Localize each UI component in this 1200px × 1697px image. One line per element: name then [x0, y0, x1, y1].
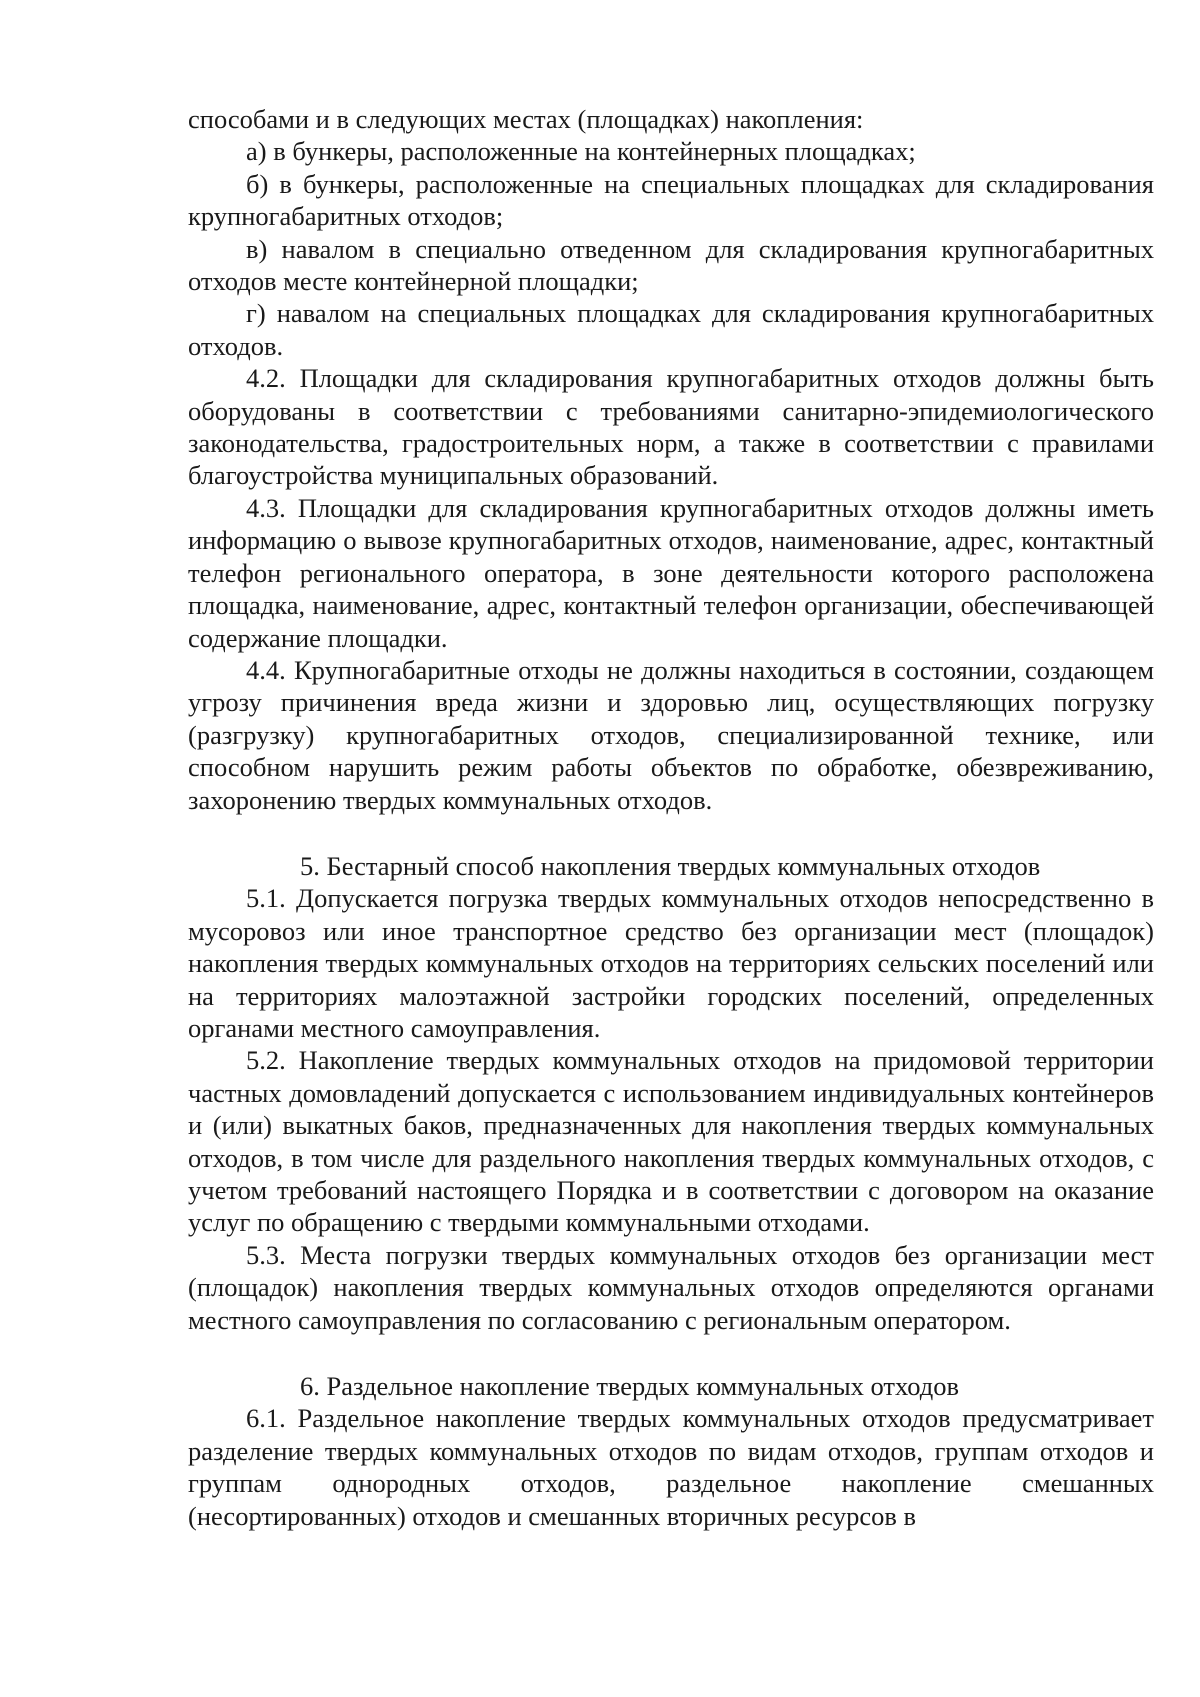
list-item-c: в) навалом в специально отведенном для складирования крупногабаритных отходов месте контейнерной площадки; [188, 233, 1154, 297]
list-item-d: г) навалом на специальных площадках для складирования крупногабаритных отходов. [188, 298, 1154, 361]
list-item-b: б) в бункеры, расположенные на специальных площадках для складирования крупногабаритных отходов; [188, 168, 1154, 232]
paragraph-5-2: 5.2. Накопление твердых коммунальных отходов на придомовой территории частных домовладений допускается с использованием индивидуальных контейнеров и (или) выкатных баков, предназначенных для накопления твердых коммунальных отходов, в том числе для раздельного накопления твердых коммунальных отходов, с учетом требований настоящего Порядка и в соответствии с договором на оказание услуг по обращению с твердыми коммунальными отходами. [188, 1045, 1154, 1238]
list-item-a: а) в бункеры, расположенные на контейнерных площадках; [246, 136, 916, 167]
paragraph-4-2: 4.2. Площадки для складирования крупногабаритных отходов должны быть оборудованы в соответствии с требованиями санитарно-эпидемиологического законодательства, градостроительных норм, а также в соответствии с правилами благоустройства муниципальных образований. [188, 363, 1154, 491]
paragraph-4-4: 4.4. Крупногабаритные отходы не должны находиться в состоянии, создающем угрозу причинения вреда жизни и здоровью лиц, осуществляющих погрузку (разгрузку) крупногабаритных отходов, специализированной технике, или способном нарушить режим работы объектов по обработке, обезвреживанию, захоронению твердых коммунальных отходов. [188, 654, 1154, 815]
paragraph-5-3: 5.3. Места погрузки твердых коммунальных отходов без организации мест (площадок) накопления твердых коммунальных отходов определяются органами местного самоуправления по согласованию с региональным оператором. [188, 1239, 1154, 1335]
section-6-heading: 6. Раздельное накопление твердых коммунальных отходов [300, 1371, 959, 1402]
paragraph-6-1: 6.1. Раздельное накопление твердых коммунальных отходов предусматривает разделение твердых коммунальных отходов по видам отходов, группам отходов и группам однородных отходов, раздельное накопление смешанных (несортированных) отходов и смешанных вторичных ресурсов в [188, 1403, 1154, 1531]
paragraph-5-1: 5.1. Допускается погрузка твердых коммунальных отходов непосредственно в мусоровоз или иное транспортное средство без организации мест (площадок) накопления твердых коммунальных отходов на территориях сельских поселений или на территориях малоэтажной застройки городских поселений, определенных органами местного самоуправления. [188, 883, 1154, 1043]
intro-text: способами и в следующих местах (площадках) накопления: [188, 104, 864, 134]
paragraph-4-3: 4.3. Площадки для складирования крупногабаритных отходов должны иметь информацию о вывозе крупногабаритных отходов, наименование, адрес, контактный телефон регионального оператора, в зоне деятельности которого расположена площадка, наименование, адрес, контактный телефон организации, обеспечивающей содержание площадки. [188, 492, 1154, 653]
section-5-heading: 5. Бестарный способ накопления твердых коммунальных отходов [300, 850, 1041, 881]
document-page [188, 103, 1154, 1532]
